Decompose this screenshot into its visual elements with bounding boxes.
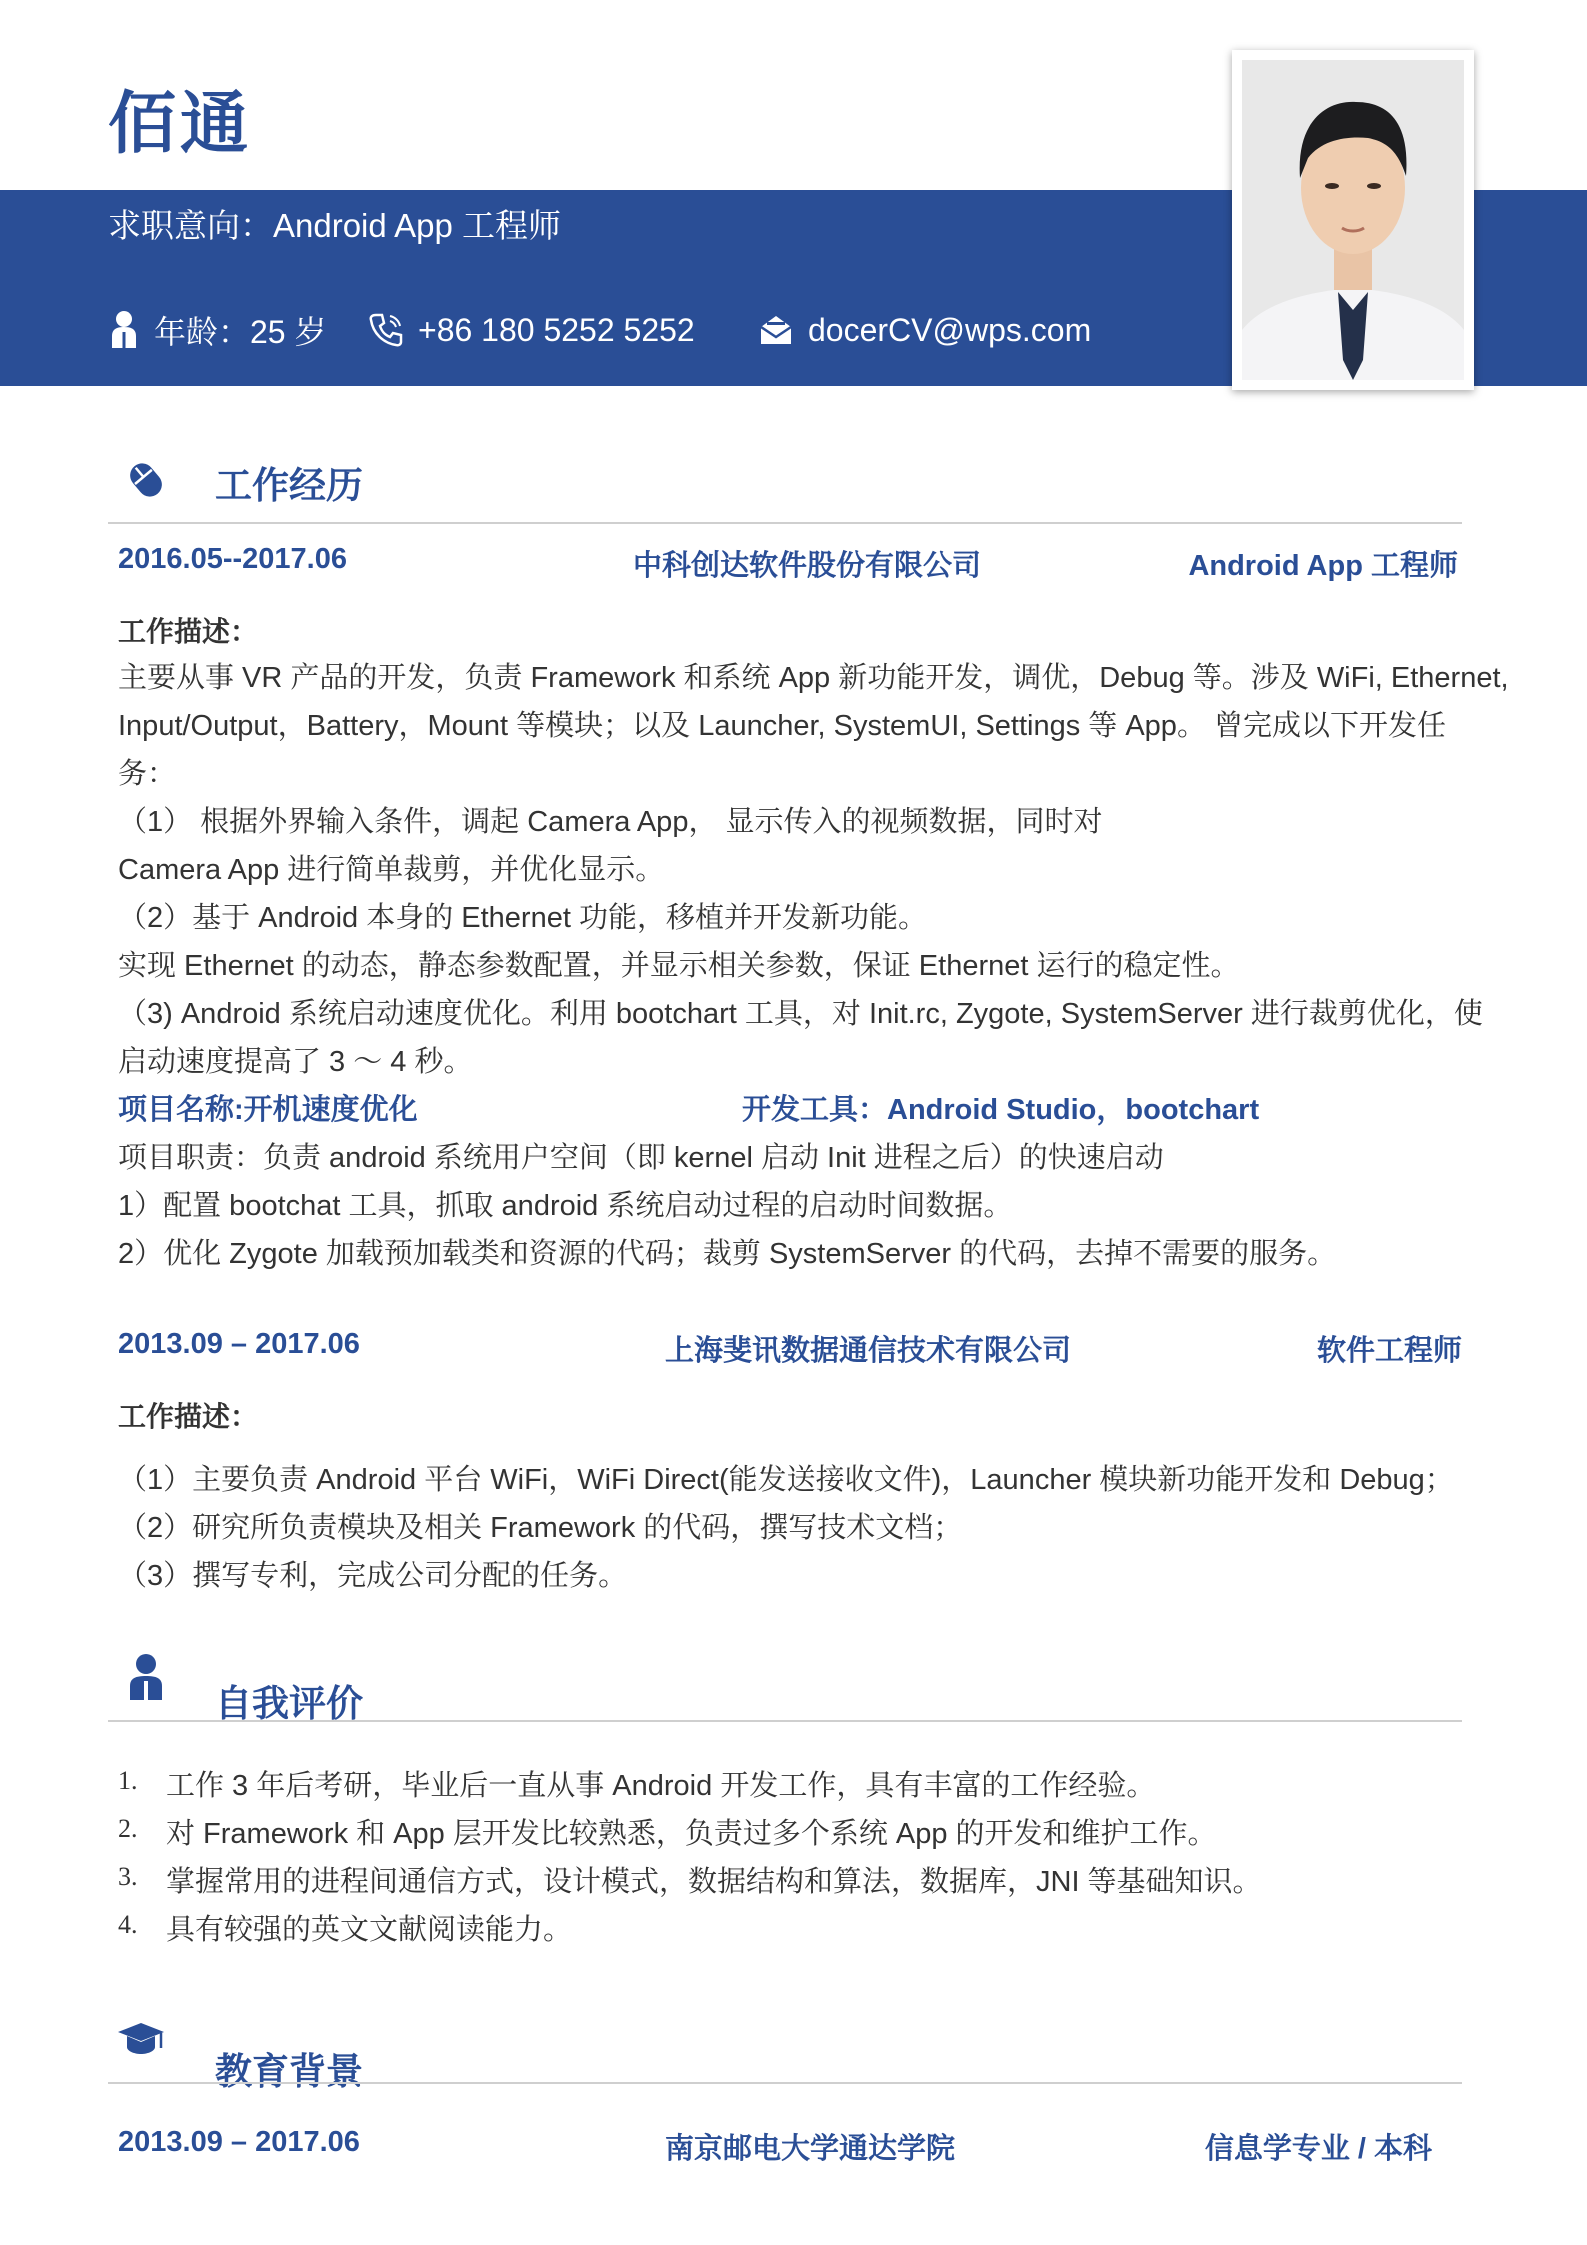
job-1-line: 务： (118, 758, 177, 790)
education-major: 信息学专业 / 本科 (1204, 2133, 1432, 2165)
job-2-desc-label: 工作描述： (118, 1401, 259, 1432)
phone-icon (368, 312, 404, 348)
job-1-role: Android App 工程师 (1188, 550, 1458, 582)
self-eval-item: 掌握常用的进程间通信方式，设计模式，数据结构和算法，数据库，JNI 等基础知识。 (166, 1866, 1262, 1898)
person-icon (126, 1653, 166, 1706)
job-1-desc-label: 工作描述： (118, 616, 259, 647)
self-eval-item: 对 Framework 和 App 层开发比较熟悉，负责过多个系统 App 的开发和维护工作。 (166, 1818, 1217, 1850)
job-2-company: 上海斐讯数据通信技术有限公司 (665, 1335, 1072, 1367)
list-number: 3. (118, 1862, 138, 1891)
job-1-line: （3) Android 系统启动速度优化。利用 bootchart 工具，对 Init.rc, Zygote, SystemServer 进行裁剪优化，使 (118, 998, 1483, 1030)
education-section-title: 教育背景 (215, 2051, 363, 2092)
candidate-name: 佰通 (108, 86, 253, 162)
job-1-line: （2）基于 Android 本身的 Ethernet 功能，移植并开发新功能。 (118, 902, 927, 934)
job-1-dates: 2016.05--2017.06 (118, 543, 347, 575)
education-divider (108, 2082, 1462, 2084)
contact-email (758, 308, 1091, 352)
job-2-header (118, 1328, 1462, 1370)
education-dates: 2013.09 – 2017.06 (118, 2126, 360, 2158)
list-number: 1. (118, 1766, 138, 1795)
job-2-line: （3）撰写专利，完成公司分配的任务。 (118, 1560, 628, 1592)
email-text[interactable]: docerCV@wps.com (808, 311, 1092, 348)
job-1-line: 启动速度提高了 3 ～ 4 秒。 (118, 1046, 473, 1078)
job-2-dates: 2013.09 – 2017.06 (118, 1328, 360, 1360)
contact-phone (368, 308, 695, 352)
graduation-cap-icon (116, 2020, 166, 2065)
age-text: 年龄：25 岁 (154, 314, 327, 350)
phone-text[interactable]: +86 180 5252 5252 (418, 311, 695, 348)
work-section-title: 工作经历 (215, 465, 363, 506)
self-eval-divider (108, 1720, 1462, 1722)
work-section-divider (108, 522, 1462, 524)
email-icon (758, 313, 794, 347)
list-number: 2. (118, 1814, 138, 1843)
contact-age (108, 308, 327, 352)
job-1-line: Input/Output，Battery，Mount 等模块；以及 Launcher, SystemUI, Settings 等 App。 曾完成以下开发任 (118, 710, 1446, 742)
job-2-line: （1）主要负责 Android 平台 WiFi，WiFi Direct(能发送接收文件)，Launcher 模块新功能开发和 Debug； (118, 1464, 1454, 1496)
job-1-line: （1） 根据外界输入条件，调起 Camera App， 显示传入的视频数据，同时对 (118, 806, 1103, 838)
project-line: 项目职责：负责 android 系统用户空间（即 kernel 启动 Init 进程之后）的快速启动 (118, 1142, 1164, 1174)
education-row (118, 2126, 1462, 2168)
job-2-line: （2）研究所负责模块及相关 Framework 的代码，撰写技术文档； (118, 1512, 963, 1544)
job-1-line: Camera App 进行简单裁剪，并优化显示。 (118, 854, 665, 886)
job-intent: 求职意向：Android App 工程师 (108, 207, 561, 244)
job-1-line: 主要从事 VR 产品的开发，负责 Framework 和系统 App 新功能开发，调优，Debug 等。涉及 WiFi, Ethernet, (118, 662, 1509, 694)
self-eval-item: 工作 3 年后考研，毕业后一直从事 Android 开发工作，具有丰富的工作经验。 (166, 1770, 1156, 1802)
person-icon (108, 310, 140, 350)
project-name: 项目名称:开机速度优化 (118, 1094, 418, 1126)
project-line: 1）配置 bootchat 工具，抓取 android 系统启动过程的启动时间数据。 (118, 1190, 1013, 1222)
job-1-header (118, 543, 1462, 585)
profile-photo (1232, 50, 1474, 390)
project-line: 2）优化 Zygote 加载预加载类和资源的代码；裁剪 SystemServer 的代码，去掉不需要的服务。 (118, 1238, 1337, 1270)
self-eval-section-title: 自我评价 (215, 1683, 363, 1724)
mouse-icon (122, 456, 170, 509)
job-1-company: 中科创达软件股份有限公司 (633, 550, 982, 582)
list-number: 4. (118, 1910, 138, 1939)
self-eval-item: 具有较强的英文文献阅读能力。 (166, 1914, 573, 1946)
education-school: 南京邮电大学通达学院 (665, 2133, 956, 2165)
project-tools: 开发工具：Android Studio，bootchart (742, 1094, 1260, 1126)
job-1-line: 实现 Ethernet 的动态，静态参数配置，并显示相关参数，保证 Ethernet 运行的稳定性。 (118, 950, 1240, 982)
job-2-role: 软件工程师 (1316, 1335, 1462, 1367)
